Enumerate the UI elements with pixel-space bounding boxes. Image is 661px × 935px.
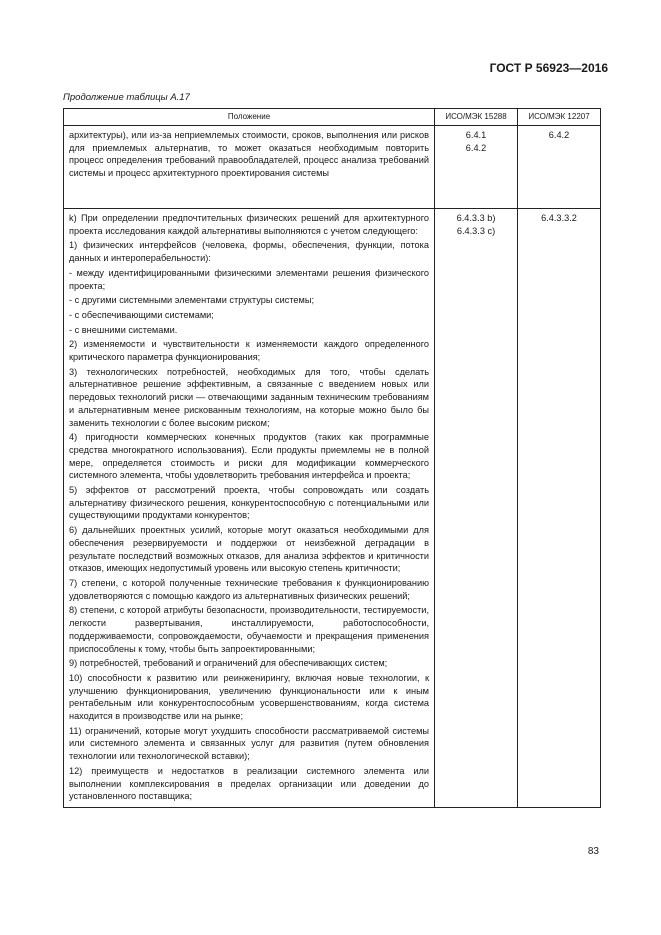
clause-reference: 6.4.3.3 c) — [456, 226, 496, 236]
provision-cell — [64, 209, 435, 808]
clause-reference: 6.4.3.3.2 — [541, 213, 577, 223]
provision-paragraph: 2) изменяемости и чувствительности к изменяемости каждого определенного критического параметра функционирования; — [69, 339, 429, 363]
provision-paragraph: - с обеспечивающими системами; — [69, 309, 214, 320]
clause-reference: 6.4.2 — [465, 143, 487, 153]
provision-paragraph: 11) ограничений, которые могут ухудшить способности рассматриваемой системы или системного элемента и связанных услуг для развития (путем обновления технологии или технологической вставки); — [69, 725, 429, 762]
requirements-table — [63, 108, 601, 808]
provision-paragraph: - с другими системными элементами структуры системы; — [69, 295, 315, 306]
provision-paragraph: k) При определении предпочтительных физических решений для архитектурного проекта исследования каждой альтернативы выполняются с учетом следующего: — [69, 213, 429, 236]
provision-paragraph: 12) преимуществ и недостатков в реализации системного элемента или выполнении комплексирования в пределах организации или доведении до установленного поставщика; — [69, 765, 429, 802]
provision-paragraph: 9) потребностей, требований и ограничений для обеспечивающих систем; — [69, 658, 388, 669]
iso-15288-cell — [435, 126, 518, 209]
column-header-iso-15288: ИСО/МЭК 15288 — [435, 109, 518, 126]
column-header-provision: Положение — [64, 109, 435, 126]
provision-paragraph: 8) степени, с которой атрибуты безопасности, производительности, тестируемости, легкости развертывания, инсталлируемости, работоспособности, поддерживаемости, сопровождаемости, обучаемости и прекращения применения приспособлены к тому, чтобы быть запроектированными; — [69, 605, 429, 654]
provision-paragraph: 4) пригодности коммерческих конечных продуктов (таких как программные средства многократного использования). Если продукты приемлемы не в полной мере, определяется стоимость и риски для модификации коммерческого системного элемента, чтобы удовлетворить требования интерфейса и проекта; — [69, 432, 429, 481]
standard-number: ГОСТ Р 56923—2016 — [489, 61, 608, 75]
provision-paragraph: 5) эффектов от рассмотрений проекта, чтобы сопровождать или создать альтернативу физического решения, конкурентоспособную с потенциальными или существующими продуктами конкурентов; — [69, 485, 429, 521]
column-header-iso-12207: ИСО/МЭК 12207 — [518, 109, 601, 126]
provision-paragraph: 1) физических интерфейсов (человека, формы, обеспечения, функции, потока данных и интероперабельности): — [69, 240, 429, 264]
provision-paragraph: 7) степени, с которой полученные технические требования к функционированию удовлетворяются с помощью каждого из альтернативных физических решений; — [69, 577, 429, 601]
clause-reference: 6.4.1 — [465, 130, 487, 140]
provision-paragraph: - с внешними системами. — [69, 324, 178, 335]
iso-12207-cell — [518, 126, 601, 209]
clause-reference: 6.4.2 — [548, 130, 570, 140]
provision-paragraph: - между идентифицированными физическими элементами решения физического проекта; — [69, 267, 429, 291]
provision-paragraph: 3) технологических потребностей, необходимых для того, чтобы сделать альтернативное решение эффективным, а связанные с введением новых или передовых технологий риски — отвечающими заданным техническим требованиям и альтернативным менее рискованным технологиям, на которые можно было бы заменить технологии с более высоким риском; — [69, 366, 429, 428]
provision-paragraph: 10) способности к развитию или реинженирингу, включая новые технологии, к улучшению функционирования, увеличению функциональности или к иным рентабельным или конкурентоспособным усовершенствованиям, когда система находится в производстве или на рынке; — [69, 672, 429, 722]
iso-12207-cell — [518, 209, 601, 808]
table-row — [64, 126, 601, 209]
page-number: 83 — [587, 846, 599, 857]
provision-paragraph: архитектуры), или из-за неприемлемых стоимости, сроков, выполнения или рисков для приемлемых альтернатив, то может оказаться необходимым повторить процесс определения требований правообладателей, процесс анализа требований системы и процесс архитектурного проектирования системы — [69, 130, 429, 179]
provision-cell — [64, 126, 435, 209]
provision-paragraph: 6) дальнейших проектных усилий, которые могут оказаться необходимыми для обеспечения резервируемости и поддержки от неизбежной деградации в результате последствий возможных отказов, для анализа эффектов и критичности отказов, имеющих недопустимый уровень или высокую степень критичности; — [69, 525, 429, 574]
table-header-row — [64, 109, 601, 126]
clause-reference: 6.4.3.3 b) — [456, 213, 496, 223]
iso-15288-cell — [435, 209, 518, 808]
table-row — [64, 209, 601, 808]
table-caption: Продолжение таблицы А.17 — [63, 92, 190, 103]
